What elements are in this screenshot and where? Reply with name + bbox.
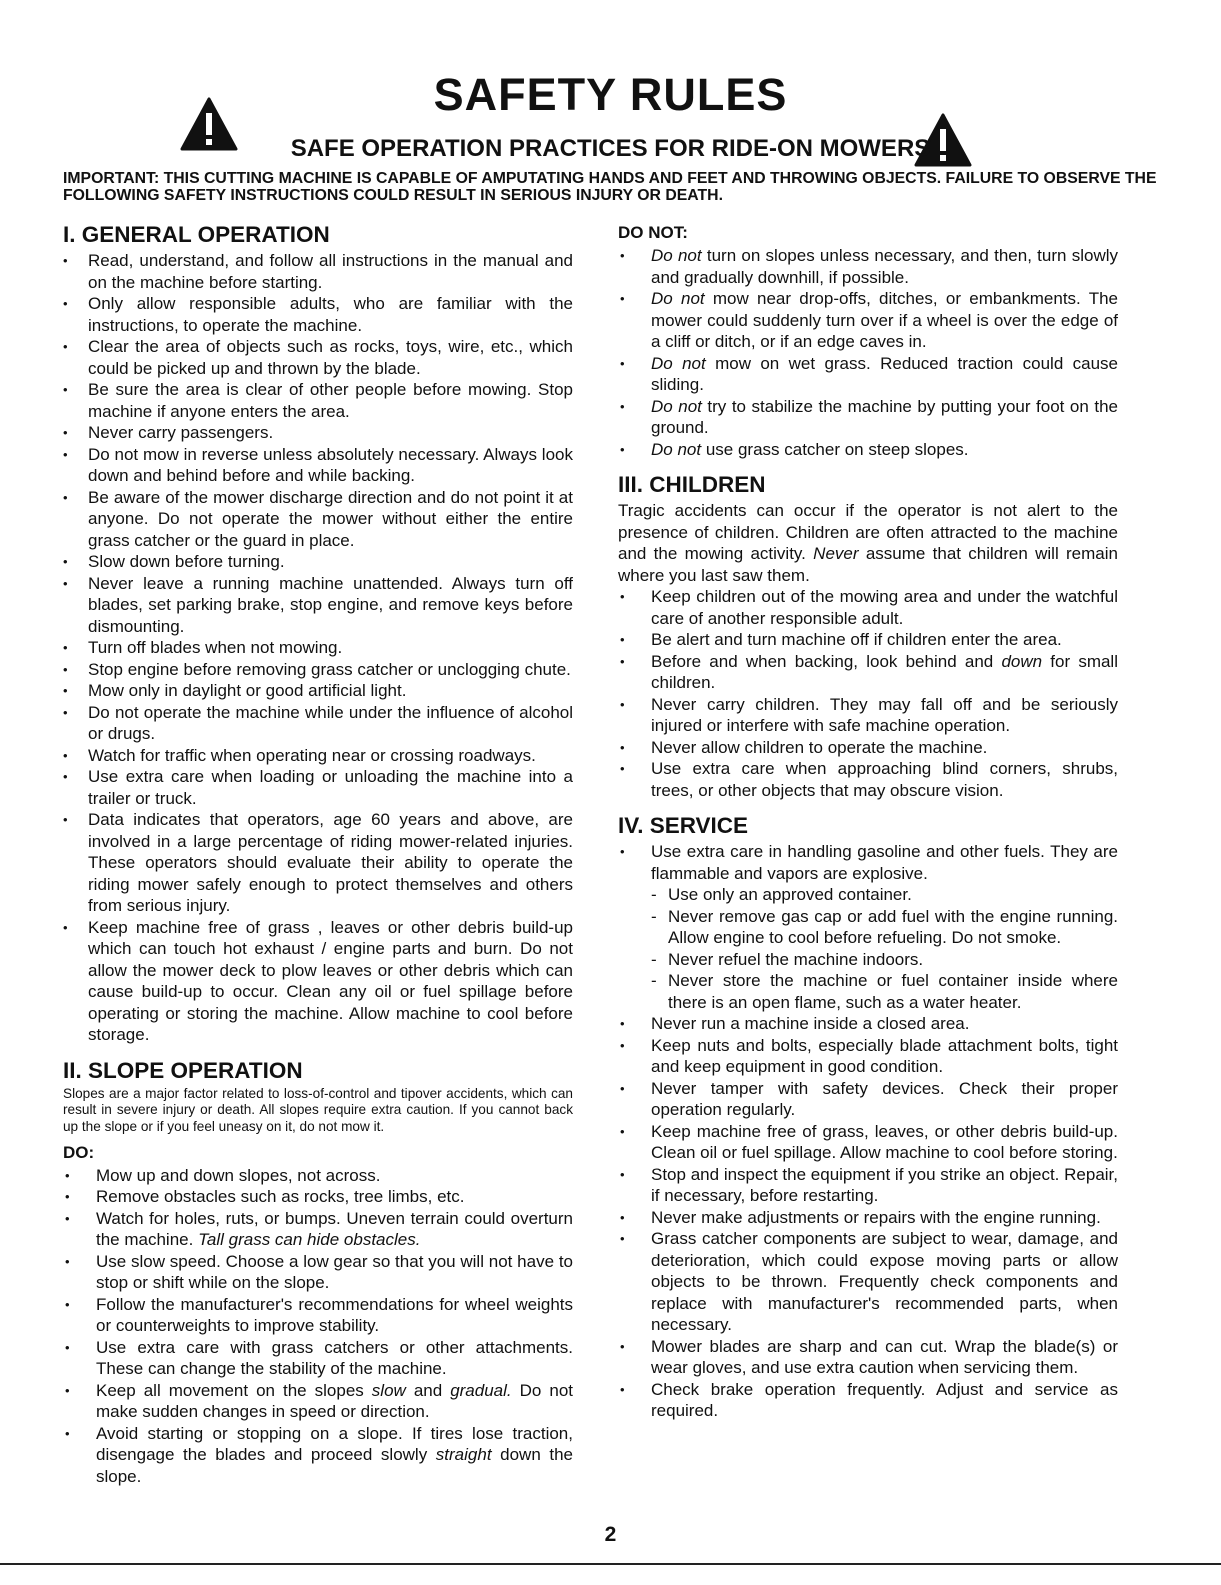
- item-text: Remove obstacles such as rocks, tree limbs, etc.: [96, 1187, 465, 1207]
- intro-text: assume that children will remain where you last saw them.: [618, 544, 1118, 585]
- list-item: • Keep machine free of grass, leaves, or other debris build-up. Clean oil or fuel spillage. Allow machine to cool before storing.: [618, 1121, 1118, 1164]
- general-operation-list: [63, 250, 573, 1046]
- list-item: [63, 1208, 573, 1251]
- list-item: • Mower blades are sharp and can cut. Wrap the blade(s) or wear gloves, and use extra caution when servicing them.: [618, 1336, 1118, 1379]
- bottom-rule: [0, 1563, 1221, 1565]
- item-emphasis: gradual.: [450, 1380, 512, 1400]
- list-item: [618, 439, 1118, 461]
- slope-intro: Slopes are a major factor related to loss-of-control and tipover accidents, which can result in severe injury or death. All slopes require extra caution. If you cannot back up the slope or if you feel uneasy on it, do not mow it.: [63, 1085, 573, 1135]
- list-item: [63, 1294, 573, 1337]
- important-label: IMPORTANT:: [63, 170, 160, 187]
- list-item: • Keep children out of the mowing area and under the watchful care of another responsible adult.: [618, 586, 1118, 629]
- sub-list-item: - Use only an approved container.: [651, 884, 1118, 906]
- sub-list-item: - Never store the machine or fuel container inside where there is an open flame, such as a water heater.: [651, 970, 1118, 1013]
- item-emphasis: down: [1001, 651, 1043, 671]
- item-text: Mow up and down slopes, not across.: [96, 1165, 381, 1185]
- list-item: • Never leave a running machine unattended. Always turn off blades, set parking brake, stop engine, and remove keys before dismounting.: [63, 573, 573, 638]
- item-text: Use extra care with grass catchers or other attachments. These can change the stability of the machine.: [96, 1337, 573, 1379]
- slope-do-list: [63, 1165, 573, 1488]
- list-item: [618, 353, 1118, 396]
- list-item: • Be alert and turn machine off if children enter the area.: [618, 629, 1118, 651]
- slope-section: [63, 1058, 573, 1488]
- list-item: • Keep nuts and bolts, especially blade attachment bolts, tight and keep equipment in good condition.: [618, 1035, 1118, 1078]
- item-text: Avoid starting or stopping on a slope. If tires lose traction, disengage the blades and proceed slowly: [96, 1423, 573, 1465]
- page-subtitle: SAFE OPERATION PRACTICES FOR RIDE-ON MOWERS: [290, 135, 931, 162]
- list-item: • Only allow responsible adults, who are familiar with the instructions, to operate the machine.: [63, 293, 573, 336]
- list-item: • Be aware of the mower discharge direction and do not point it at anyone. Do not operate the mower without either the entire grass catcher or the guard in place.: [63, 487, 573, 552]
- slope-do-not-list: [618, 245, 1118, 460]
- item-text: try to stabilize the machine by putting your foot on the ground.: [651, 396, 1118, 437]
- list-item: • Never run a machine inside a closed area.: [618, 1013, 1118, 1035]
- list-item: • Grass catcher components are subject to wear, damage, and deterioration, which could expose moving parts or allow objects to be thrown. Frequently check components and replace with manufacturer's recommended parts, when necessary.: [618, 1228, 1118, 1336]
- item-text: mow on wet grass. Reduced traction could cause sliding.: [651, 353, 1118, 394]
- list-item: • Use extra care when approaching blind corners, shrubs, trees, or other objects that may obscure vision.: [618, 758, 1118, 801]
- item-text: Follow the manufacturer's recommendations for wheel weights or counterweights to improve stability.: [96, 1294, 573, 1336]
- item-text: Before and when backing, look behind and: [651, 651, 1002, 671]
- fuel-sublist: [651, 884, 1118, 1013]
- list-item: • Read, understand, and follow all instructions in the manual and on the machine before starting.: [63, 250, 573, 293]
- list-item: • Use extra care when loading or unloading the machine into a trailer or truck.: [63, 766, 573, 809]
- list-item: • Stop and inspect the equipment if you strike an object. Repair, if necessary, before restarting.: [618, 1164, 1118, 1207]
- item-text: down the slope.: [96, 1445, 573, 1486]
- list-item: [618, 245, 1118, 288]
- list-item: [63, 1165, 573, 1187]
- list-item: • Check brake operation frequently. Adjust and service as required.: [618, 1379, 1118, 1422]
- section-heading: IV. SERVICE: [618, 813, 749, 838]
- children-list: [618, 586, 1118, 801]
- list-item: [63, 1251, 573, 1294]
- item-text: and: [405, 1380, 451, 1400]
- item-text: turn on slopes unless necessary, and then, turn slowly and gradually downhill, if possible.: [651, 246, 1118, 287]
- list-item: [618, 651, 1118, 694]
- list-item: [63, 1337, 573, 1380]
- list-item: • Never make adjustments or repairs with the engine running.: [618, 1207, 1118, 1229]
- list-item: • Keep machine free of grass , leaves or other debris build-up which can touch hot exhaust / engine parts and burn. Do not allow the mower deck to plow leaves or other debris which can cause build-up to occur. Clean any oil or fuel spillage before operating or storing the machine. Allow machine to cool before storage.: [63, 917, 573, 1046]
- do-not-label: DO NOT:: [618, 223, 688, 242]
- list-item: • Never carry passengers.: [63, 422, 573, 444]
- list-item: • Watch for traffic when operating near or crossing roadways.: [63, 745, 573, 767]
- item-text: Keep all movement on the slopes: [96, 1380, 372, 1400]
- list-item: [618, 396, 1118, 439]
- intro-text: Tragic accidents can occur if the operator is not alert to the presence of children. Children are often attracted to the machine and the mowing activity.: [618, 501, 1118, 563]
- list-item: • Turn off blades when not mowing.: [63, 637, 573, 659]
- list-item: [63, 1423, 573, 1488]
- list-item: [618, 288, 1118, 353]
- item-text: Watch for holes, ruts, or bumps. Uneven terrain could overturn the machine.: [96, 1208, 573, 1250]
- children-section: [618, 472, 1118, 801]
- list-item: • Never carry children. They may fall off and be seriously injured or interfere with safe machine operation.: [618, 694, 1118, 737]
- item-text: for small children.: [651, 651, 1118, 692]
- list-item: • Do not mow in reverse unless absolutely necessary. Always look down and behind before and while backing.: [63, 444, 573, 487]
- section-heading: II. SLOPE OPERATION: [63, 1057, 303, 1083]
- left-column: [63, 222, 573, 1487]
- page-number: 2: [604, 1523, 617, 1546]
- important-notice: [63, 170, 1188, 204]
- item-text: Use extra care in handling gasoline and other fuels. They are flammable and vapors are explosive.: [651, 842, 1118, 883]
- list-item: [63, 1380, 573, 1423]
- service-list: [618, 841, 1118, 1422]
- list-item: • Be sure the area is clear of other people before mowing. Stop machine if anyone enters the area.: [63, 379, 573, 422]
- list-item: • Never tamper with safety devices. Check their proper operation regularly.: [618, 1078, 1118, 1121]
- sub-list-item: - Never remove gas cap or add fuel with the engine running. Allow engine to cool before refueling. Do not smoke.: [651, 906, 1118, 949]
- list-item: • Clear the area of objects such as rocks, toys, wire, etc., which could be picked up and thrown by the blade.: [63, 336, 573, 379]
- item-emphasis: Tall grass can hide obstacles.: [198, 1230, 421, 1250]
- sub-list-item: - Never refuel the machine indoors.: [651, 949, 1118, 971]
- item-text: Use slow speed. Choose a low gear so that you will not have to stop or shift while on the slope.: [96, 1251, 573, 1293]
- list-item: [63, 1186, 573, 1208]
- list-item: [618, 841, 1118, 1013]
- intro-emphasis: Never: [813, 544, 859, 563]
- section-heading: III. CHILDREN: [618, 472, 766, 497]
- item-emphasis: Do not: [651, 246, 702, 265]
- item-emphasis: straight: [435, 1445, 492, 1465]
- list-item: • Never allow children to operate the machine.: [618, 737, 1118, 759]
- list-item: • Data indicates that operators, age 60 years and above, are involved in a large percentage of riding mower-related injuries. These operators should evaluate their ability to operate the riding mower safely enough to protect themselves and others from serious injury.: [63, 809, 573, 917]
- item-emphasis: Do not: [651, 439, 702, 459]
- list-item: • Slow down before turning.: [63, 551, 573, 573]
- item-text: mow near drop-offs, ditches, or embankments. The mower could suddenly turn over if a wheel is over the edge of a cliff or ditch, or if an edge caves in.: [651, 289, 1118, 351]
- children-intro: [618, 500, 1118, 586]
- item-text: use grass catcher on steep slopes.: [701, 439, 969, 459]
- page-title: SAFETY RULES: [433, 69, 788, 120]
- important-text: THIS CUTTING MACHINE IS CAPABLE OF AMPUTATING HANDS AND FEET AND THROWING OBJECTS. FAILURE TO OBSERVE THE FOLLOWING SAFETY INSTRUCTIONS COULD RESULT IN SERIOUS INJURY OR DEATH.: [63, 170, 1157, 204]
- right-column: [618, 222, 1118, 1422]
- item-text: Do not make sudden changes in speed or direction.: [96, 1380, 573, 1422]
- item-emphasis: Do not: [651, 353, 706, 373]
- do-label: DO:: [63, 1142, 95, 1162]
- list-item: • Do not operate the machine while under the influence of alcohol or drugs.: [63, 702, 573, 745]
- service-section: [618, 813, 1118, 1422]
- item-emphasis: slow: [371, 1380, 406, 1400]
- item-emphasis: Do not: [651, 396, 702, 416]
- item-emphasis: Do not: [651, 289, 705, 308]
- section-heading: I. GENERAL OPERATION: [63, 222, 330, 247]
- list-item: • Mow only in daylight or good artificial light.: [63, 680, 573, 702]
- list-item: • Stop engine before removing grass catcher or unclogging chute.: [63, 659, 573, 681]
